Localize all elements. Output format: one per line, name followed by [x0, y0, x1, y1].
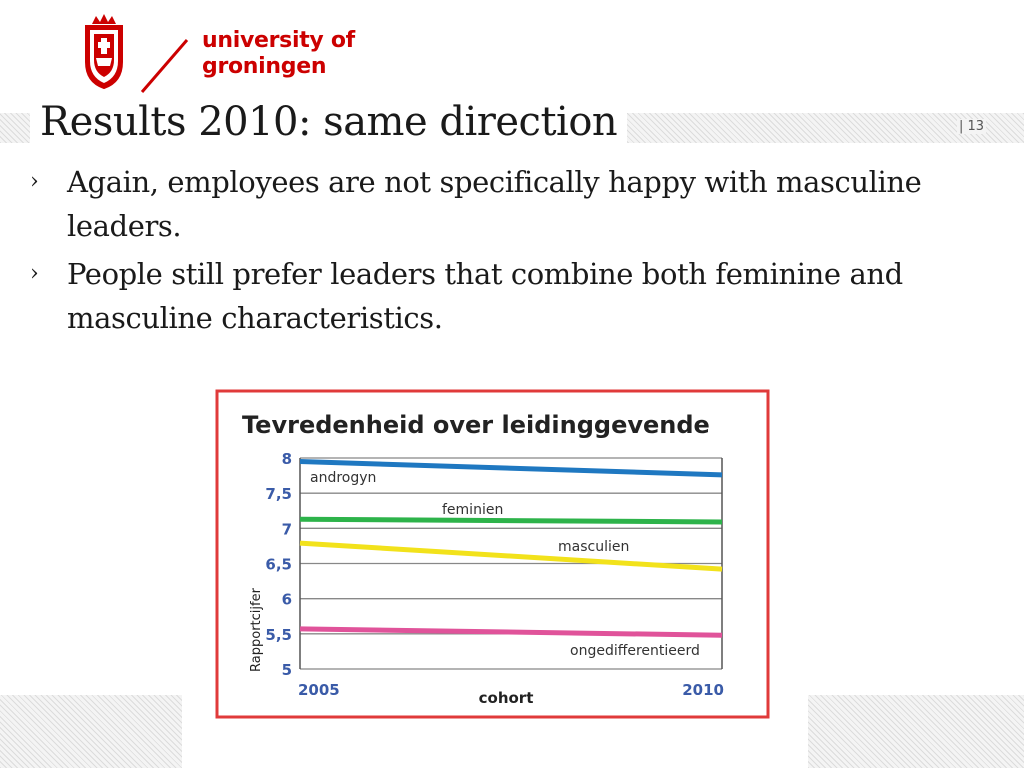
chart-x-axis-label: cohort: [478, 689, 534, 707]
logo-line-2: groningen: [202, 54, 327, 79]
bullet-text: People still prefer leaders that combine both feminine and masculine characteristics.: [67, 257, 903, 335]
x-tick-label: 2010: [682, 681, 724, 699]
page-number: | 13: [958, 119, 984, 134]
y-tick-label: 6,5: [265, 555, 292, 574]
satisfaction-chart: [212, 386, 774, 726]
y-tick-label: 8: [281, 450, 292, 468]
series-label-androgyn: androgyn: [310, 469, 377, 486]
university-name: [202, 28, 355, 80]
series-line-feminien: [300, 519, 722, 522]
chart-svg: [212, 386, 774, 722]
series-label-feminien: feminien: [442, 502, 504, 519]
series-label-masculien: masculien: [558, 539, 630, 556]
y-tick-label: 7: [281, 520, 292, 539]
series-label-ongedifferentieerd: ongedifferentieerd: [570, 642, 700, 659]
bullet-marker: ›: [30, 261, 39, 286]
slide-title: Results 2010: same direction: [30, 96, 627, 148]
footer-hatch-right: [808, 695, 1024, 768]
chart-title: Tevredenheid over leidinggevende: [242, 411, 710, 439]
logo-line-1: university of: [202, 28, 355, 53]
footer-hatch-left: [0, 695, 182, 768]
chart-y-axis-label: Rapportcijfer: [249, 588, 264, 672]
bullet-item: [30, 160, 960, 248]
x-tick-label: 2005: [298, 681, 340, 699]
y-tick-label: 7,5: [265, 485, 292, 504]
y-tick-label: 6: [281, 590, 292, 609]
bullet-marker: ›: [30, 169, 39, 194]
bullet-text: Again, employees are not specifically happy with masculine leaders.: [67, 165, 922, 243]
y-tick-label: 5: [281, 661, 292, 679]
y-tick-label: 5,5: [265, 625, 292, 644]
bullet-item: [30, 252, 960, 340]
bullet-list: [30, 160, 960, 344]
